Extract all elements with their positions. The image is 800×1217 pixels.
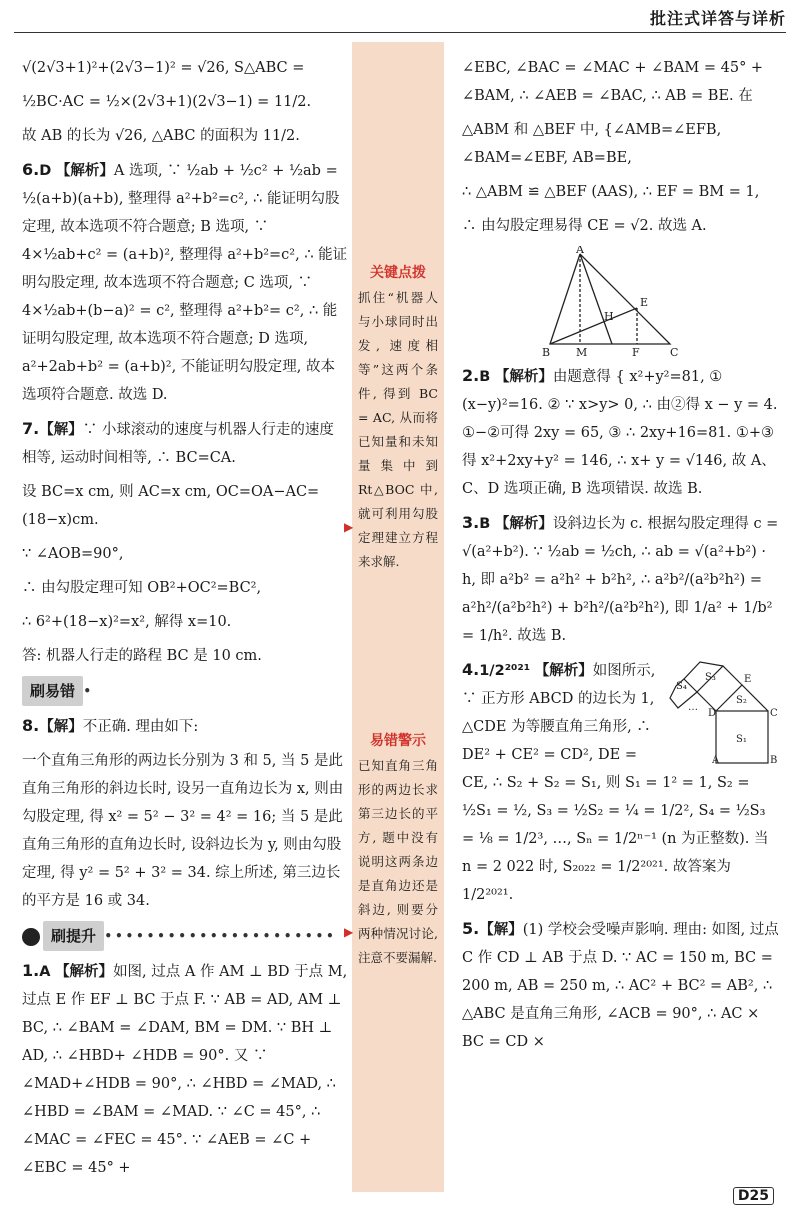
arrow-icon-2: ▶ [344, 925, 354, 939]
header-divider [14, 32, 786, 33]
fig2-label-S3: S₃ [705, 672, 716, 683]
annotation-sidebar [352, 42, 444, 1192]
q6-label: 【解析】 [55, 162, 114, 179]
left-p2: 故 AB 的长为 √26, △ABC 的面积为 11/2. [22, 128, 300, 144]
q6-answer: D [39, 163, 52, 179]
q1-label: 【解析】 [55, 963, 114, 980]
fig2-label-C: C [770, 708, 778, 719]
fig1-label-B: B [542, 346, 551, 358]
sidebar-title-warning: 易错警示 [370, 733, 426, 749]
arrow-icon-1: ▶ [344, 520, 354, 534]
q8-label: 【解】 [39, 718, 83, 735]
q4-number: 4. [462, 660, 480, 679]
fig1-label-A: A [576, 246, 584, 256]
q1-answer: A [39, 964, 51, 980]
question-1 [22, 957, 348, 1182]
q8-line1: 不正确. 理由如下: [82, 719, 199, 735]
q7-line1: ∵ 小球滚动的速度与机器人行走的速度相等, 运动时间相等, ∴ BC=CA. [22, 422, 334, 466]
q4-label: 【解析】 [534, 662, 593, 679]
q2-answer: B [479, 369, 491, 385]
q3-answer: B [479, 516, 491, 532]
q2-number: 2. [462, 366, 480, 385]
q4-text: 如图所示, ∵ 正方形 ABCD 的边长为 1, △CDE 为等腰直角三角形, ∴ DE² + CE² = CD², DE = CE, ∴ S₂ + S₂ = S₁, 则 S₁ = 1² = 1, S₂ = ½S₁ = ½, S₃ = ½S₂ = ¼ = 1/2², S₄ = ½S₃ = ⅛ = 1/2³, …, Sₙ = 1/2ⁿ⁻¹ (n 为正整数). 当 n = 2 022 时, S₂₀₂₂ = 1/2²⁰²¹. 故答案为 1/2²⁰²¹. [462, 663, 769, 903]
fig2-label-A: A [712, 755, 720, 766]
section-dots-2: •••••••••••••••••••••• [104, 929, 337, 945]
q6-number: 6. [22, 160, 40, 179]
fig2-dots: … [688, 702, 698, 713]
question-3 [462, 509, 782, 650]
right-r1: ∠EBC, ∠BAC = ∠MAC + ∠BAM = 45° + ∠BAM, ∴ ∠AEB = ∠BAC, ∴ AB = BE. 在 [462, 60, 764, 104]
page-number: D25 [733, 1187, 774, 1205]
question-7 [22, 415, 348, 472]
q8-line2: 一个直角三角形的两边长分别为 3 和 5, 当 5 是此直角三角形的斜边长时, 设另一直角边长为 x, 则由勾股定理, 得 x² = 5² − 3² = 4² = 16; 当 5 是此直角三角形的直角边长时, 设斜边长为 y, 则由勾股定理, 得 y² = 5² + 3² = 34. 综上所述, 第三边长的平方是 16 或 34. [22, 753, 344, 909]
q7-line4: ∴ 由勾股定理可知 OB²+OC²=BC², [22, 580, 262, 596]
section-advance-tag: 刷提升 [43, 921, 104, 951]
q7-line3: ∵ ∠AOB=90°, [22, 546, 124, 562]
q3-number: 3. [462, 513, 480, 532]
q5-number: 5. [462, 919, 480, 938]
q3-text: 设斜边长为 c. 根据勾股定理得 c = √(a²+b²). ∵ ½ab = ½ch, ∴ ab = √(a²+b²) · h, 即 a²b² = a²h² + b²h², ∴ a²b²/(a²b²h²) = a²h²/(a²b²h²) + b²h²/(a²b²h²), 即 1/a² + 1/b² = 1/h². 故选 B. [462, 516, 779, 644]
section-dots: • [83, 684, 94, 700]
fig1-label-F: F [632, 346, 640, 358]
fig2-label-E: E [744, 674, 752, 685]
question-2 [462, 362, 782, 503]
fig1-label-M: M [576, 346, 588, 358]
q7-line2: 设 BC=x cm, 则 AC=x cm, OC=OA−AC=(18−x)cm. [22, 484, 320, 528]
section-advance [22, 921, 348, 951]
left-p1: ½BC·AC = ½×(2√3+1)(2√3−1) = 11/2. [22, 94, 312, 110]
page-header-title: 批注式详答与详析 [649, 9, 786, 28]
question-6 [22, 156, 348, 409]
right-r3: ∴ △ABM ≌ △BEF (AAS), ∴ EF = BM = 1, [462, 184, 760, 200]
pen-icon [22, 928, 40, 946]
fig2-label-B: B [770, 755, 778, 766]
q1-number: 1. [22, 961, 40, 980]
q7-number: 7. [22, 419, 40, 438]
fig1-label-E: E [640, 296, 649, 309]
q3-label: 【解析】 [494, 515, 553, 532]
sidebar-text-warning: 已知直角三角形的两边长求第三边长的平方, 题中没有说明这两条边是直角边还是斜边, 则要分两种情况讨论, 注意不要漏解. [358, 758, 438, 965]
left-p0: √(2√3+1)²+(2√3−1)² = √26, S△ABC = [22, 60, 305, 76]
question-5 [462, 915, 782, 1056]
right-r2: △ABM 和 △BEF 中, {∠AMB=∠EFB, ∠BAM=∠EBF, AB=BE, [462, 122, 722, 166]
fig1-label-H: H [604, 310, 614, 323]
q2-label: 【解析】 [494, 368, 553, 385]
left-column [22, 54, 348, 1188]
q2-text: 由题意得 { x²+y²=81, ① (x−y)²=16. ② ∵ x>y> 0, ∴ 由②得 x − y = 4. ①−②可得 2xy = 65, ③ ∴ 2xy+16=81. ①+③得 x²+2xy+y² = 146, ∴ x+ y = √146, 故 A、C、D 选项正确, B 选项错误. 故选 B. [462, 369, 778, 497]
q5-label: 【解】 [479, 921, 523, 938]
fig2-label-S4: S₄ [676, 681, 687, 692]
fig2-label-S1: S₁ [736, 734, 747, 745]
fig2-label-S2: S₂ [736, 695, 747, 706]
q5-text: (1) 学校会受噪声影响. 理由: 如图, 过点 C 作 CD ⊥ AB 于点 D. ∵ AC = 150 m, BC = 200 m, AB = 250 m, ∴ AC² + BC² = AB², ∴ △ABC 是直角三角形, ∠ACB = 90°, ∴ AC × BC = CD × [462, 922, 779, 1050]
sidebar-title-key-points: 关键点拨 [370, 265, 426, 281]
square-spiral-figure-q4 [662, 656, 782, 766]
q8-number: 8. [22, 716, 40, 735]
question-8 [22, 712, 348, 741]
q6-text: A 选项, ∵ ½ab + ½c² + ½ab = ½(a+b)(a+b), 整理得 a²+b²=c², ∴ 能证明勾股定理, 故本选项不符合题意; B 选项, ∵ 4×½ab+c² = (a+b)², 整理得 a²+b²=c², ∴ 能证明勾股定理, 故本选项不符合题意; C 选项, ∵ 4×½ab+(b−a)² = c², 整理得 a²+b²= c², ∴ 能证明勾股定理, 故本选项不符合题意; D 选项, a²+2ab+b² = (a+b)², 不能证明勾股定理, 故本选项符合题意. 故选 D. [22, 163, 348, 403]
q1-text: 如图, 过点 A 作 AM ⊥ BD 于点 M, 过点 E 作 EF ⊥ BC 于点 F. ∵ AB = AD, AM ⊥ BC, ∴ ∠BAM = ∠DAM, BM = DM. ∵ BH ⊥ AD, ∴ ∠HBD+ ∠HDB = 90°. 又 ∵ ∠MAD+∠HDB = 90°, ∴ ∠HBD = ∠MAD, ∴ ∠HBD = ∠BAM = ∠MAD. ∵ ∠C = 45°, ∴ ∠MAC = ∠FEC = 45°. ∵ ∠AEB = ∠C + ∠EBC = 45° + [22, 964, 348, 1176]
right-r4: ∴ 由勾股定理易得 CE = √2. 故选 A. [462, 218, 707, 234]
sidebar-text-key-points: 抓住“机器人与小球同时出发, 速度相等”这两个条件, 得到 BC = AC, 从而将已知量和未知量集中到 Rt△BOC 中, 就可利用勾股定理建立方程来求解. [358, 290, 438, 569]
q7-line5: ∴ 6²+(18−x)²=x², 解得 x=10. [22, 614, 232, 630]
right-column [462, 54, 782, 1062]
fig2-label-D: D [708, 708, 717, 719]
triangle-figure-q1 [542, 246, 692, 358]
q4-answer: 1/2²⁰²¹ [479, 663, 531, 679]
section-easy-tag: 刷易错 [22, 676, 83, 706]
section-easy-errors [22, 676, 348, 706]
fig1-label-C: C [670, 346, 679, 358]
q7-line6: 答: 机器人行走的路程 BC 是 10 cm. [22, 648, 262, 664]
q7-label: 【解】 [39, 421, 83, 438]
